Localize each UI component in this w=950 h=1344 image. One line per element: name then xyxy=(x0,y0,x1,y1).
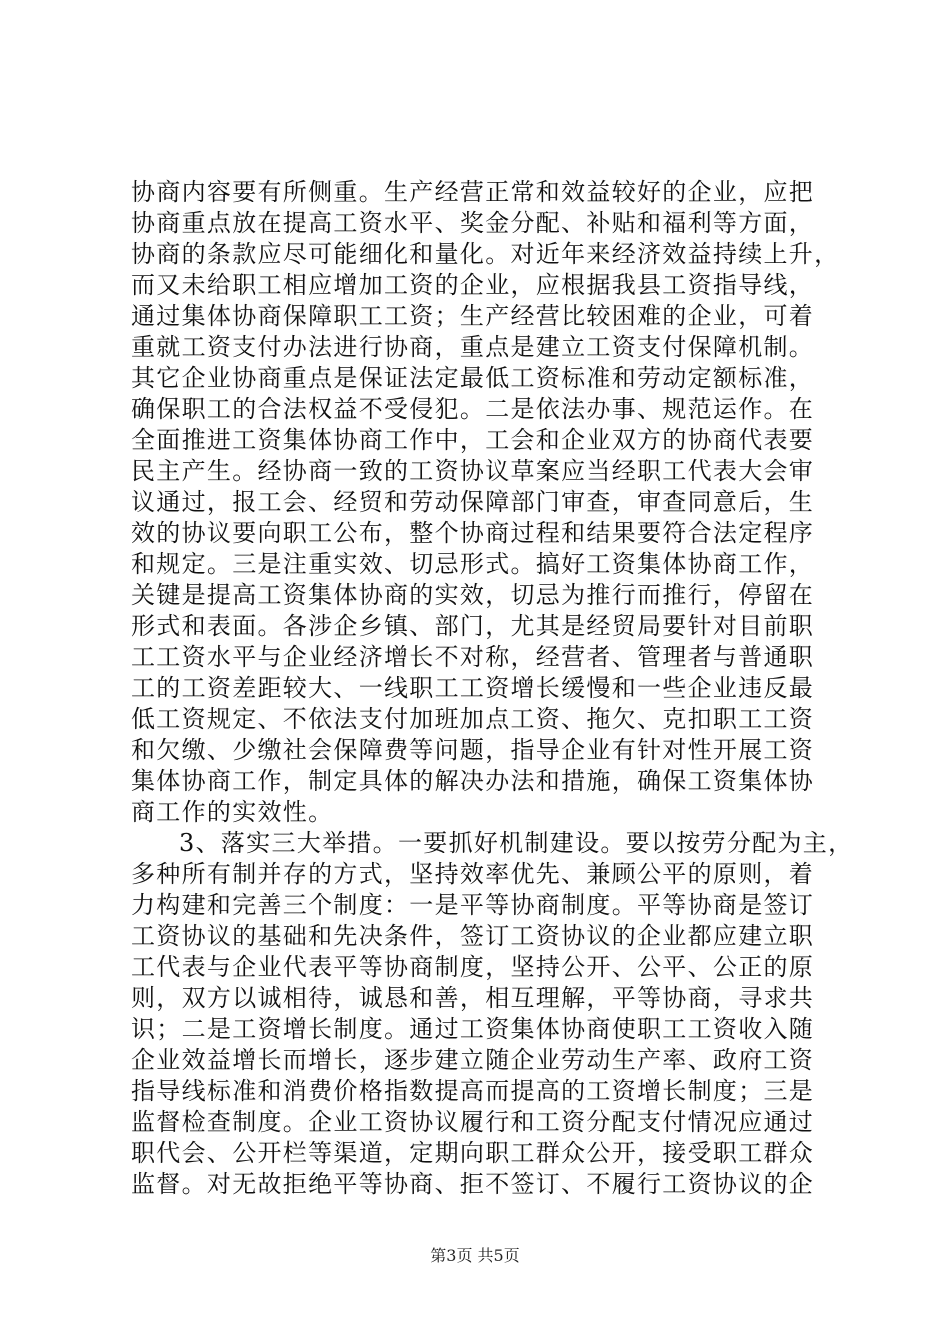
text-line: 关键是提高工资集体协商的实效，切忌为推行而推行，停留在 xyxy=(131,581,815,609)
text-line: 识；二是工资增长制度。通过工资集体协商使职工工资收入随 xyxy=(131,1015,815,1043)
text-line: 确保职工的合法权益不受侵犯。二是依法办事、规范运作。在 xyxy=(131,395,815,423)
text-line: 协商内容要有所侧重。生产经营正常和效益较好的企业，应把 xyxy=(131,178,815,206)
text-line: 工代表与企业代表平等协商制度，坚持公开、公平、公正的原 xyxy=(131,953,815,981)
text-line: 企业效益增长而增长，逐步建立随企业劳动生产率、政府工资 xyxy=(131,1046,815,1074)
text-line: 职代会、公开栏等渠道，定期向职工群众公开，接受职工群众 xyxy=(131,1139,815,1167)
text-line: 则，双方以诚相待，诚恳和善，相互理解，平等协商，寻求共 xyxy=(131,984,815,1012)
text-line: 3、落实三大举措。一要抓好机制建设。要以按劳分配为主， xyxy=(179,829,854,857)
text-line: 监督。对无故拒绝平等协商、拒不签订、不履行工资协议的企 xyxy=(131,1170,815,1198)
text-line: 商工作的实效性。 xyxy=(131,798,334,826)
text-line: 效的协议要向职工公布，整个协商过程和结果要符合法定程序 xyxy=(131,519,815,547)
text-line: 形式和表面。各涉企乡镇、部门，尤其是经贸局要针对目前职 xyxy=(131,612,815,640)
text-line: 工资协议的基础和先决条件，签订工资协议的企业都应建立职 xyxy=(131,922,815,950)
text-line: 全面推进工资集体协商工作中，工会和企业双方的协商代表要 xyxy=(131,426,815,454)
text-line: 工工资水平与企业经济增长不对称，经营者、管理者与普通职 xyxy=(131,643,815,671)
text-line: 指导线标准和消费价格指数提高而提高的工资增长制度；三是 xyxy=(131,1077,815,1105)
text-line: 协商的条款应尽可能细化和量化。对近年来经济效益持续上升， xyxy=(131,240,840,268)
text-line: 民主产生。经协商一致的工资协议草案应当经职工代表大会审 xyxy=(131,457,815,485)
text-line: 协商重点放在提高工资水平、奖金分配、补贴和福利等方面， xyxy=(131,209,815,237)
text-line: 通过集体协商保障职工工资；生产经营比较困难的企业，可着 xyxy=(131,302,815,330)
text-line: 而又未给职工相应增加工资的企业，应根据我县工资指导线， xyxy=(131,271,815,299)
text-line: 多种所有制并存的方式，坚持效率优先、兼顾公平的原则，着 xyxy=(131,860,815,888)
text-line: 和规定。三是注重实效、切忌形式。搞好工资集体协商工作， xyxy=(131,550,815,578)
text-line: 低工资规定、不依法支付加班加点工资、拖欠、克扣职工工资 xyxy=(131,705,815,733)
text-line: 重就工资支付办法进行协商，重点是建立工资支付保障机制。 xyxy=(131,333,815,361)
text-line: 集体协商工作，制定具体的解决办法和措施，确保工资集体协 xyxy=(131,767,815,795)
text-line: 力构建和完善三个制度：一是平等协商制度。平等协商是签订 xyxy=(131,891,815,919)
text-line: 议通过，报工会、经贸和劳动保障部门审查，审查同意后，生 xyxy=(131,488,815,516)
text-line: 其它企业协商重点是保证法定最低工资标准和劳动定额标准， xyxy=(131,364,815,392)
text-line: 监督检查制度。企业工资协议履行和工资分配支付情况应通过 xyxy=(131,1108,815,1136)
text-line: 工的工资差距较大、一线职工工资增长缓慢和一些企业违反最 xyxy=(131,674,815,702)
document-body xyxy=(131,177,854,1200)
page-number-footer: 第3页 共5页 xyxy=(430,1246,520,1265)
text-line: 和欠缴、少缴社会保障费等问题，指导企业有针对性开展工资 xyxy=(131,736,815,764)
